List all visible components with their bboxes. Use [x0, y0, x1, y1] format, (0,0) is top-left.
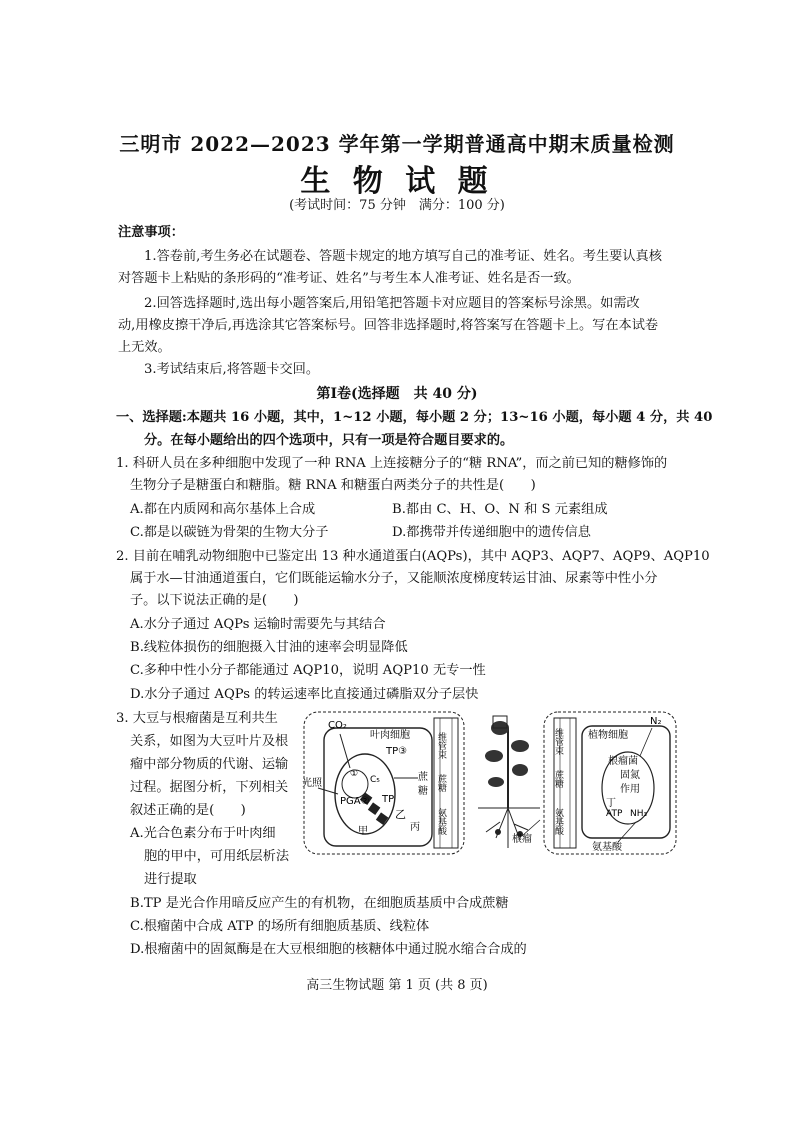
q1-stem: 1. 科研人员在多种细胞中发现了一种 RNA 上连接糖分子的“糖 RNA”，而之前已知的糖修饰的: [116, 456, 668, 471]
q2-stem: 属于水—甘油通道蛋白，它们既能运输水分子，又能顺浓度梯度转运甘油、尿素等中性小分: [130, 571, 658, 586]
label-yi: 乙: [395, 808, 406, 821]
label-vascular: 维管束: [436, 732, 446, 759]
thylakoid: [368, 802, 381, 815]
label-root-amino: 氨基酸: [553, 808, 563, 835]
q1-stem: 生物分子是糖蛋白和糖脂。糖 RNA 和糖蛋白两类分子的共性是( ): [130, 478, 536, 493]
q3-option-a: 进行提取: [144, 872, 197, 887]
notice-heading: 注意事项：: [118, 225, 184, 240]
notice-line: 动,用橡皮擦干净后,再选涂其它答案标号。回答非选择题时,将答案写在答题卡上。写在本试卷: [118, 318, 659, 333]
label-rhizobium: 根瘤菌: [608, 756, 638, 767]
notice-line: 3.考试结束后,将答题卡交回。: [144, 362, 320, 377]
label-amino: 氨基酸: [436, 808, 446, 835]
q3-stem: 关系，如图为大豆叶片及根: [130, 734, 289, 749]
label-tp: TP: [382, 794, 395, 805]
label-tang: 糖: [418, 786, 428, 797]
label-nodule-amino: 氨基酸: [592, 842, 622, 853]
n2-arrow: [640, 728, 652, 756]
label-sucrose: 蔗糖: [436, 774, 446, 792]
q1-option-d: D.都携带并传递细胞中的遗传信息: [392, 525, 591, 540]
page-footer: 高三生物试题 第 1 页 (共 8 页): [306, 978, 488, 993]
q2-option: B.线粒体损伤的细胞摄入甘油的速率会明显降低: [130, 640, 408, 655]
q3-stem: 3. 大豆与根瘤菌是互利共生: [116, 711, 278, 726]
q3-stem: 瘤中部分物质的代谢、运输: [130, 757, 289, 772]
section-instruction: 分。在每小题给出的四个选项中，只有一项是符合题目要求的。: [144, 433, 514, 448]
label-nh3: NH₃: [630, 809, 648, 819]
q2-option: C.多种中性小分子都能通过 AQP10，说明 AQP10 无专一性: [130, 663, 486, 678]
amino-arrow: [618, 822, 636, 842]
label-zhe: 蔗: [418, 772, 428, 783]
co2-arrow: [340, 734, 350, 768]
q2-stem: 子。以下说法正确的是( ): [130, 593, 299, 608]
label-pga: PGA②: [340, 796, 370, 807]
notice-line: 对答题卡上粘贴的条形码的“准考证、姓名”与考生本人准考证、姓名是否一致。: [118, 271, 580, 286]
q2-option: D.水分子通过 AQPs 的转运速率比直接通过磷脂双分子层快: [130, 687, 479, 702]
label-step1: ①: [350, 769, 359, 779]
label-action: 作用: [620, 784, 640, 795]
q3-option-d: D.根瘤菌中的固氮酶是在大豆根细胞的核糖体中通过脱水缩合合成的: [130, 942, 527, 957]
label-co2: CO₂: [328, 720, 347, 731]
label-fixation: 固氮: [620, 770, 640, 781]
q3-stem: 叙述正确的是( ): [130, 803, 246, 818]
q2-stem: 2. 目前在哺乳动物细胞中已鉴定出 13 种水通道蛋白(AQPs)，其中 AQP3、AQP7、AQP9、AQP10: [116, 549, 710, 564]
label-root-sucrose: 蔗糖: [553, 770, 563, 788]
label-nodule: 根瘤: [512, 834, 532, 845]
q3-option-a: A.光合色素分布于叶肉细: [130, 826, 276, 841]
plant-cell: [582, 726, 670, 838]
subject-title: 生 物 试 题: [300, 164, 494, 199]
q3-option-b: B.TP 是光合作用暗反应产生的有机物，在细胞质基质中合成蔗糖: [130, 896, 509, 911]
label-tp3: TP③: [386, 746, 408, 757]
notice-line: 2.回答选择题时,选出每小题答案后,用铅笔把答题卡对应题目的答案标号涂黑。如需改: [144, 296, 640, 311]
label-mesophyll: 叶肉细胞: [370, 730, 410, 741]
exam-title: 三明市 2022—2023 学年第一学期普通高中期末质量检测: [119, 132, 675, 156]
section-instruction: 一、选择题:本题共 16 小题，其中，1~12 小题，每小题 2 分；13~16 小题，每小题 4 分，共 40: [116, 410, 713, 425]
notice-line: 上无效。: [118, 340, 171, 355]
label-jia: 甲: [358, 826, 368, 837]
exam-info: (考试时间：75 分钟 满分：100 分): [289, 198, 505, 213]
label-n2: N₂: [650, 716, 662, 727]
q2-option: A.水分子通过 AQPs 运输时需要先与其结合: [130, 617, 386, 632]
q1-option-b: B.都由 C、H、O、N 和 S 元素组成: [392, 502, 608, 517]
label-c5: C₅: [370, 775, 380, 785]
q3-option-c: C.根瘤菌中合成 ATP 的场所有细胞质基质、线粒体: [130, 919, 430, 934]
label-light: 光照: [302, 778, 322, 789]
q1-option-a: A.都在内质网和高尔基体上合成: [130, 502, 316, 517]
label-bing: 丙: [410, 822, 420, 833]
label-ding: 丁: [606, 798, 616, 809]
q3-option-a: 胞的甲中，可用纸层析法: [144, 849, 290, 864]
section-title: 第Ⅰ卷(选择题 共 40 分): [316, 386, 478, 402]
label-root-vascular: 维管束: [553, 728, 563, 755]
label-plant-cell: 植物细胞: [588, 730, 628, 741]
notice-line: 1.答卷前,考生务必在试题卷、答题卡规定的地方填写自己的准考证、姓名。考生要认真核: [144, 249, 662, 264]
q3-stem: 过程。据图分析，下列相关: [130, 780, 289, 795]
thylakoid: [376, 812, 389, 825]
q1-option-c: C.都是以碳链为骨架的生物大分子: [130, 525, 329, 540]
soybean-nodule-diagram: [300, 708, 680, 858]
label-atp: ATP: [606, 809, 623, 819]
